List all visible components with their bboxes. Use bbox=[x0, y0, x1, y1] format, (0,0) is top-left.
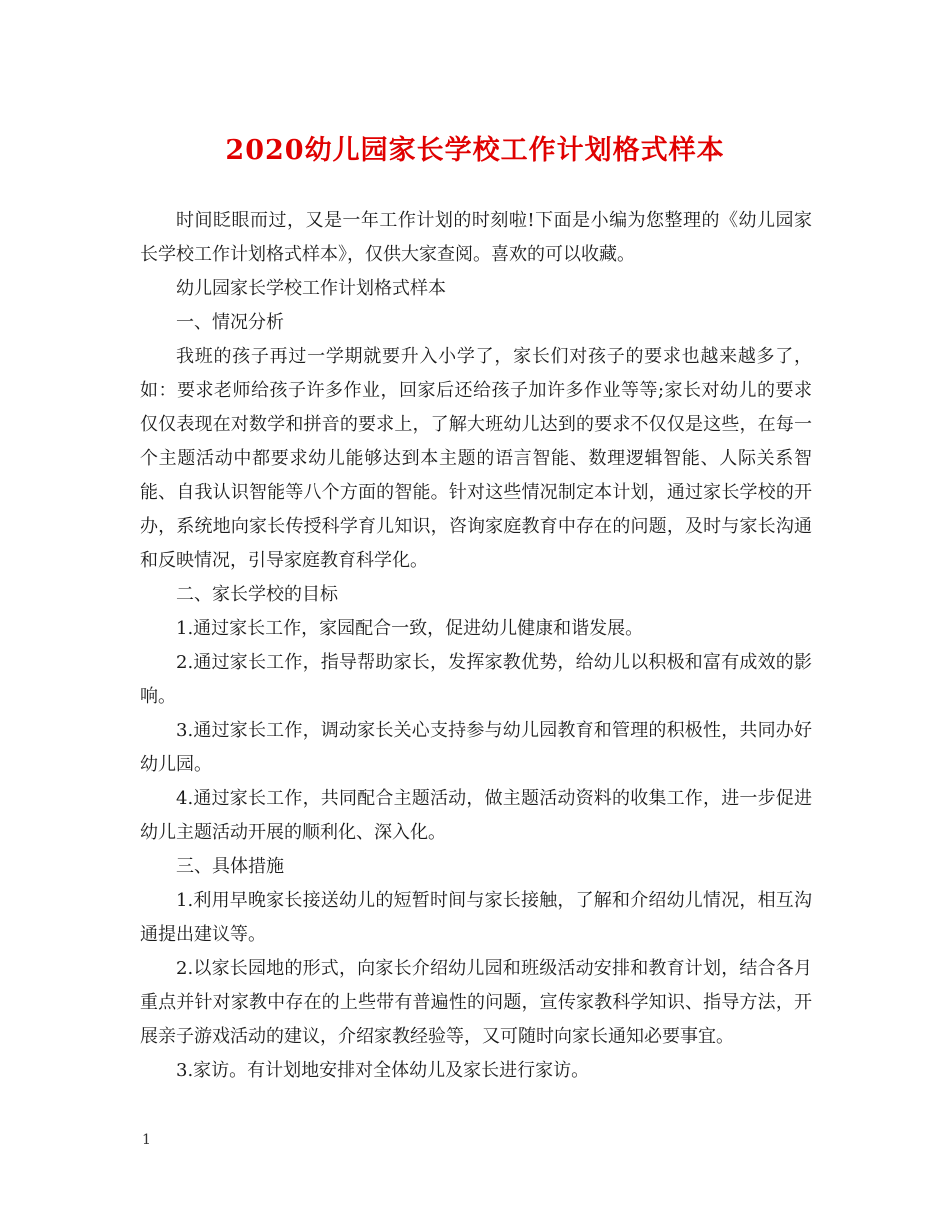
document-body bbox=[140, 204, 812, 1088]
goal-item-4: 4.通过家长工作，共同配合主题活动，做主题活动资料的收集工作，进一步促进幼儿主题活动开展的顺利化、深入化。 bbox=[140, 788, 812, 843]
goal-item-3: 3.通过家长工作，调动家长关心支持参与幼儿园教育和管理的积极性，共同办好幼儿园。 bbox=[140, 720, 812, 775]
goal-item-1: 1.通过家长工作，家园配合一致，促进幼儿健康和谐发展。 bbox=[176, 618, 644, 639]
section-heading-goals: 二、家长学校的目标 bbox=[176, 584, 338, 605]
document-title: 2020幼儿园家长学校工作计划格式样本 bbox=[225, 135, 725, 166]
paragraph-subtitle: 幼儿园家长学校工作计划格式样本 bbox=[176, 278, 446, 299]
paragraph-intro: 时间眨眼而过，又是一年工作计划的时刻啦!下面是小编为您整理的《幼儿园家长学校工作计划格式样本》，仅供大家查阅。喜欢的可以收藏。 bbox=[140, 210, 812, 265]
section-heading-analysis: 一、情况分析 bbox=[176, 312, 284, 333]
paragraph-analysis: 我班的孩子再过一学期就要升入小学了，家长们对孩子的要求也越来越多了，如：要求老师给孩子许多作业，回家后还给孩子加许多作业等等;家长对幼儿的要求仅仅表现在对数学和拼音的要求上，了解大班幼儿达到的要求不仅仅是这些，在每一个主题活动中都要求幼儿能够达到本主题的语言智能、数理逻辑智能、人际关系智能、自我认识智能等八个方面的智能。针对这些情况制定本计划，通过家长学校的开办，系统地向家长传授科学育儿知识，咨询家庭教育中存在的问题，及时与家长沟通和反映情况，引导家庭教育科学化。 bbox=[140, 346, 812, 571]
goal-item-2: 2.通过家长工作，指导帮助家长，发挥家教优势，给幼儿以积极和富有成效的影响。 bbox=[140, 652, 812, 707]
section-heading-measures: 三、具体措施 bbox=[176, 856, 284, 877]
measure-item-1: 1.利用早晚家长接送幼儿的短暂时间与家长接触，了解和介绍幼儿情况，相互沟通提出建议等。 bbox=[140, 890, 812, 945]
page-number: 1 bbox=[142, 1132, 151, 1148]
measure-item-3: 3.家访。有计划地安排对全体幼儿及家长进行家访。 bbox=[176, 1060, 590, 1081]
measure-item-2: 2.以家长园地的形式，向家长介绍幼儿园和班级活动安排和教育计划，结合各月重点并针对家教中存在的上些带有普遍性的问题，宣传家教科学知识、指导方法，开展亲子游戏活动的建议，介绍家教经验等，又可随时向家长通知必要事宜。 bbox=[140, 958, 812, 1047]
